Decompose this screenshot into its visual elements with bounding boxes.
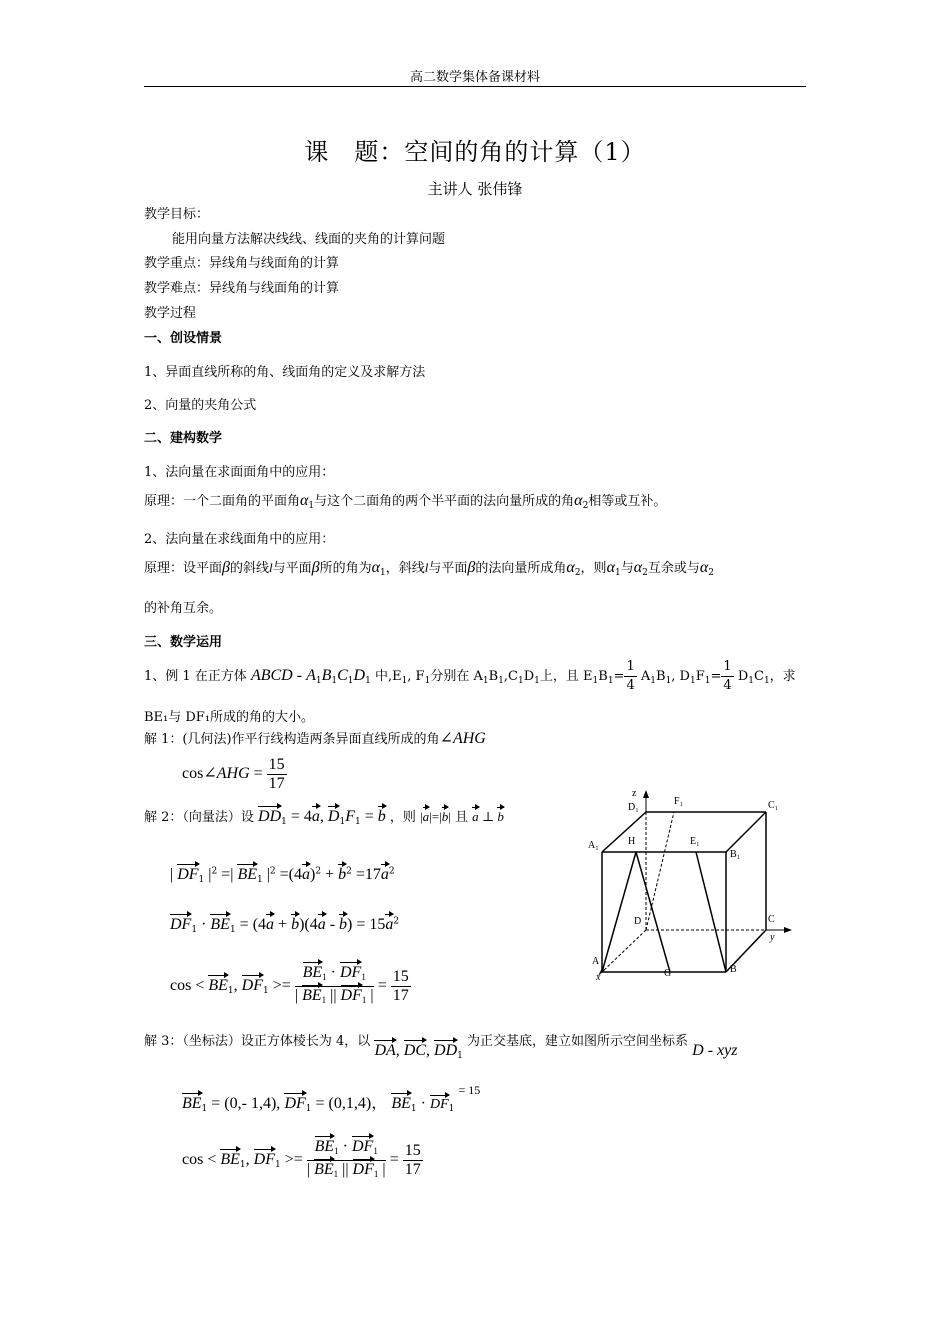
objectives-text: 能用向量方法解决线线、线面的夹角的计算问题 [172, 232, 446, 247]
solution-2: 解 2：（向量法）设 $DD_1 = 4a$, $D_1F_1 = b$ ，则 |a|=|b| 且 a ⊥ b [144, 808, 504, 827]
difficulties: 教学难点：异线角与线面角的计算 [144, 281, 340, 296]
label-a1: A₁ [588, 840, 599, 851]
section-2-principle-1: 原理：一个二面角的平面角$\alpha_1$与这个二面角的两个半平面的法向量所成的角$\alpha_2$相等或互补。 [144, 492, 667, 511]
page-header: 高二数学集体备课材料 [409, 70, 540, 85]
section-2-heading: 二、建构数学 [144, 431, 223, 446]
formula-cos-vectors-2: $\cos < BE_1$, $DF_1$ >= $\frac{BE_1 \cdot DF_1}{| BE_1 || DF_1 |}$ = $\frac{15}{17}$ [170, 964, 409, 1005]
label-e1: E₁ [690, 836, 700, 847]
section-2-item-2: 2、法向量在求线面角中的应用： [144, 532, 335, 547]
label-b1: B₁ [730, 849, 741, 860]
label-c1: C₁ [768, 800, 779, 811]
header-rule [144, 86, 806, 87]
section-2-item-1: 1、法向量在求面面角中的应用： [144, 465, 335, 480]
process: 教学过程 [144, 306, 197, 321]
label-g: G [664, 968, 672, 979]
label-y: y [770, 932, 775, 943]
cube-figure [580, 780, 805, 985]
formula-cos-vectors-3: $\cos < BE_1$, $DF_1$ >= $\frac{BE_1 \cdot DF_1}{| BE_1 || DF_1 |}$ = $\frac{15}{17}$ [182, 1138, 421, 1179]
label-x: x [596, 972, 601, 983]
section-2-principle-2-end: 的补角互余。 [144, 601, 223, 616]
formula-cos-ahg: cos∠AHG = $\frac{15}{17}$ [182, 756, 285, 792]
label-d1: D₁ [628, 802, 639, 813]
section-1-heading: 一、创设情景 [144, 331, 223, 346]
label-h: H [628, 836, 636, 847]
label-b: B [730, 964, 737, 975]
section-3-heading: 三、数学运用 [144, 635, 223, 650]
label-f1: F₁ [674, 796, 684, 807]
key-points: 教学重点：异线角与线面角的计算 [144, 256, 340, 271]
objectives-label: 教学目标： [144, 207, 210, 222]
formula-coordinates: $BE_1 = (0,-$ 1,4), $DF_1 = (0,1,4)$， $BE_1 \cdot DF_1 = 15$ [182, 1083, 481, 1114]
label-d: D [634, 916, 642, 927]
formula-dot-product: $DF_1 \cdot BE_1 = (4a + b)(4a - b) = 15a^2$ [170, 916, 400, 935]
author: 主讲人 张伟锋 [427, 180, 523, 198]
formula-magnitudes: | $DF_1$ $|^2$ =| $BE_1$ $|^2 =(4a)^2 + b^2 =17a^2$ [170, 866, 395, 885]
section-1-item-1: 1、异面直线所称的角、线面角的定义及求解方法 [144, 365, 426, 380]
page-title: 课 题：空间的角的计算（1） [304, 138, 646, 166]
section-2-principle-2: 原理：设平面β的斜线l与平面β所的角为$\alpha_1$，斜线l与平面β的法向量所成角$\alpha_2$，则$\alpha_1$与$\alpha_2$互余或与$\alpha_2$ [144, 559, 715, 578]
label-z: z [632, 788, 637, 799]
example-1-line-2: BE₁与 DF₁所成的角的大小。 [144, 710, 315, 725]
section-1-item-2: 2、向量的夹角公式 [144, 398, 257, 413]
example-1-line-1: 1、例 1 在正方体 ABCD - $A_1B_1C_1D_1$ 中$,E_1$, $F_1$分别在 $A_1B_1,C_1D_1$上，且 $E_1B_1=$ $\frac{1}{4}$ $A_1B_1$, $D_1F_1=$ $\frac{1}{4}$ $D_1C_1$，求 [144, 659, 796, 693]
solution-1: 解 1：(几何法)作平行线构造两条异面直线所成的角∠AHG [144, 730, 486, 747]
label-a: A [592, 956, 600, 967]
label-c: C [768, 914, 775, 925]
solution-3: 解 3：（坐标法）设正方体棱长为 4，以 DA, DC, $DD_1$ 为正交基底，建立如图所示空间坐标系 D - xyz [144, 1034, 738, 1061]
